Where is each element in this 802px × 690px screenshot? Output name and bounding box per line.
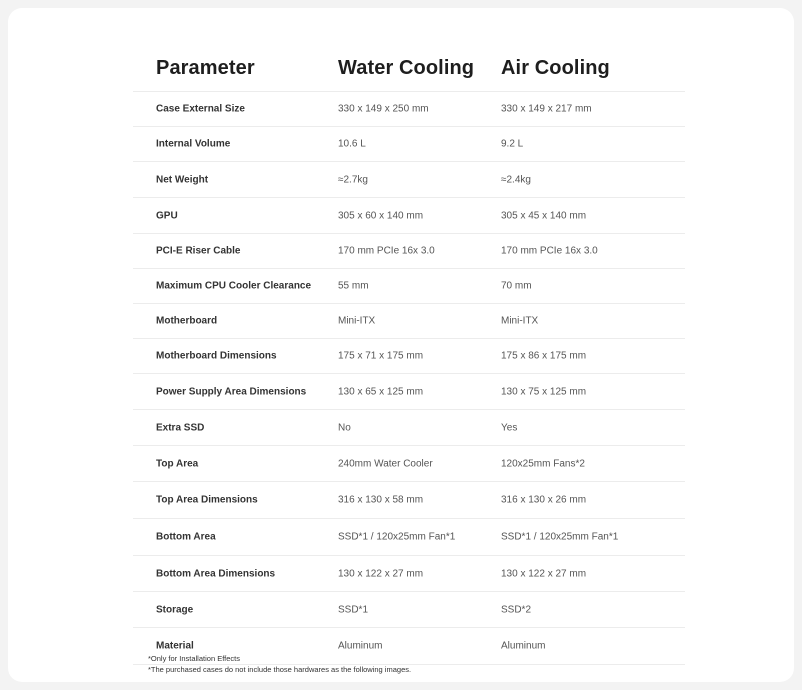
- table-row: [133, 482, 685, 519]
- row-water-value: 240mm Water Cooler: [338, 458, 433, 469]
- header-air-cooling: Air Cooling: [501, 57, 610, 79]
- row-parameter: Case External Size: [156, 103, 245, 115]
- row-water-value: 130 x 65 x 125 mm: [338, 386, 424, 397]
- table-row: [133, 339, 685, 374]
- row-water-value: 316 x 130 x 58 mm: [338, 494, 424, 506]
- row-air-value: Mini-ITX: [501, 315, 539, 327]
- row-parameter: Internal Volume: [156, 138, 231, 150]
- row-parameter: Power Supply Area Dimensions: [156, 386, 307, 397]
- row-parameter: Storage: [156, 604, 194, 615]
- row-air-value: 120x25mm Fans*2: [501, 458, 585, 469]
- row-parameter: Extra SSD: [156, 422, 205, 433]
- row-air-value: Aluminum: [501, 640, 546, 652]
- row-water-value: 305 x 60 x 140 mm: [338, 210, 424, 221]
- row-water-value: 130 x 122 x 27 mm: [338, 568, 424, 579]
- row-air-value: 9.2 L: [501, 138, 524, 150]
- row-water-value: 170 mm PCIe 16x 3.0: [338, 245, 435, 257]
- row-air-value: Yes: [501, 422, 518, 433]
- row-parameter: Bottom Area Dimensions: [156, 568, 276, 579]
- row-air-value: 330 x 149 x 217 mm: [501, 103, 592, 115]
- footnote-installation-effects: *Only for Installation Effects: [148, 654, 240, 663]
- row-water-value: Aluminum: [338, 640, 383, 652]
- table-row: [133, 127, 685, 162]
- row-parameter: Material: [156, 640, 194, 652]
- row-water-value: 175 x 71 x 175 mm: [338, 350, 424, 362]
- table-row: [133, 592, 685, 628]
- row-air-value: 175 x 86 x 175 mm: [501, 350, 587, 362]
- footnote-hardware-not-included: *The purchased cases do not include those hardwares as the following images.: [148, 665, 412, 674]
- row-water-value: ≈2.7kg: [338, 174, 368, 185]
- table-row: [133, 374, 685, 410]
- table-row: [133, 410, 685, 446]
- header-water-cooling: Water Cooling: [338, 57, 475, 79]
- row-water-value: Mini-ITX: [338, 315, 376, 327]
- footnotes: [148, 653, 411, 675]
- row-air-value: ≈2.4kg: [501, 174, 531, 185]
- row-air-value: 70 mm: [501, 280, 532, 292]
- table-header-row: [133, 47, 685, 92]
- row-water-value: SSD*1: [338, 604, 369, 615]
- row-water-value: SSD*1 / 120x25mm Fan*1: [338, 531, 456, 543]
- spec-comparison-table: [133, 47, 685, 665]
- table-row: [133, 162, 685, 198]
- table-row: [133, 519, 685, 556]
- row-air-value: 130 x 122 x 27 mm: [501, 568, 587, 579]
- table-row: [133, 446, 685, 482]
- row-water-value: 330 x 149 x 250 mm: [338, 103, 429, 115]
- row-parameter: PCI-E Riser Cable: [156, 245, 241, 257]
- row-parameter: Maximum CPU Cooler Clearance: [156, 280, 312, 292]
- header-parameter: Parameter: [156, 57, 255, 79]
- row-parameter: Motherboard Dimensions: [156, 350, 277, 362]
- row-air-value: SSD*1 / 120x25mm Fan*1: [501, 531, 619, 543]
- table-row: [133, 269, 685, 304]
- table-row: [133, 556, 685, 592]
- row-water-value: No: [338, 422, 351, 433]
- row-air-value: 305 x 45 x 140 mm: [501, 210, 587, 221]
- row-air-value: 316 x 130 x 26 mm: [501, 494, 587, 506]
- row-parameter: Top Area Dimensions: [156, 494, 258, 506]
- row-parameter: Bottom Area: [156, 531, 216, 543]
- table-row: [133, 304, 685, 339]
- spec-card: [8, 8, 794, 682]
- row-air-value: 170 mm PCIe 16x 3.0: [501, 245, 598, 257]
- row-parameter: GPU: [156, 210, 178, 221]
- row-parameter: Top Area: [156, 458, 199, 469]
- row-water-value: 55 mm: [338, 280, 369, 292]
- table-row: [133, 92, 685, 127]
- row-water-value: 10.6 L: [338, 138, 366, 150]
- table-row: [133, 198, 685, 234]
- row-air-value: SSD*2: [501, 604, 532, 615]
- row-parameter: Net Weight: [156, 174, 209, 185]
- row-parameter: Motherboard: [156, 315, 218, 327]
- row-air-value: 130 x 75 x 125 mm: [501, 386, 587, 397]
- table-row: [133, 234, 685, 269]
